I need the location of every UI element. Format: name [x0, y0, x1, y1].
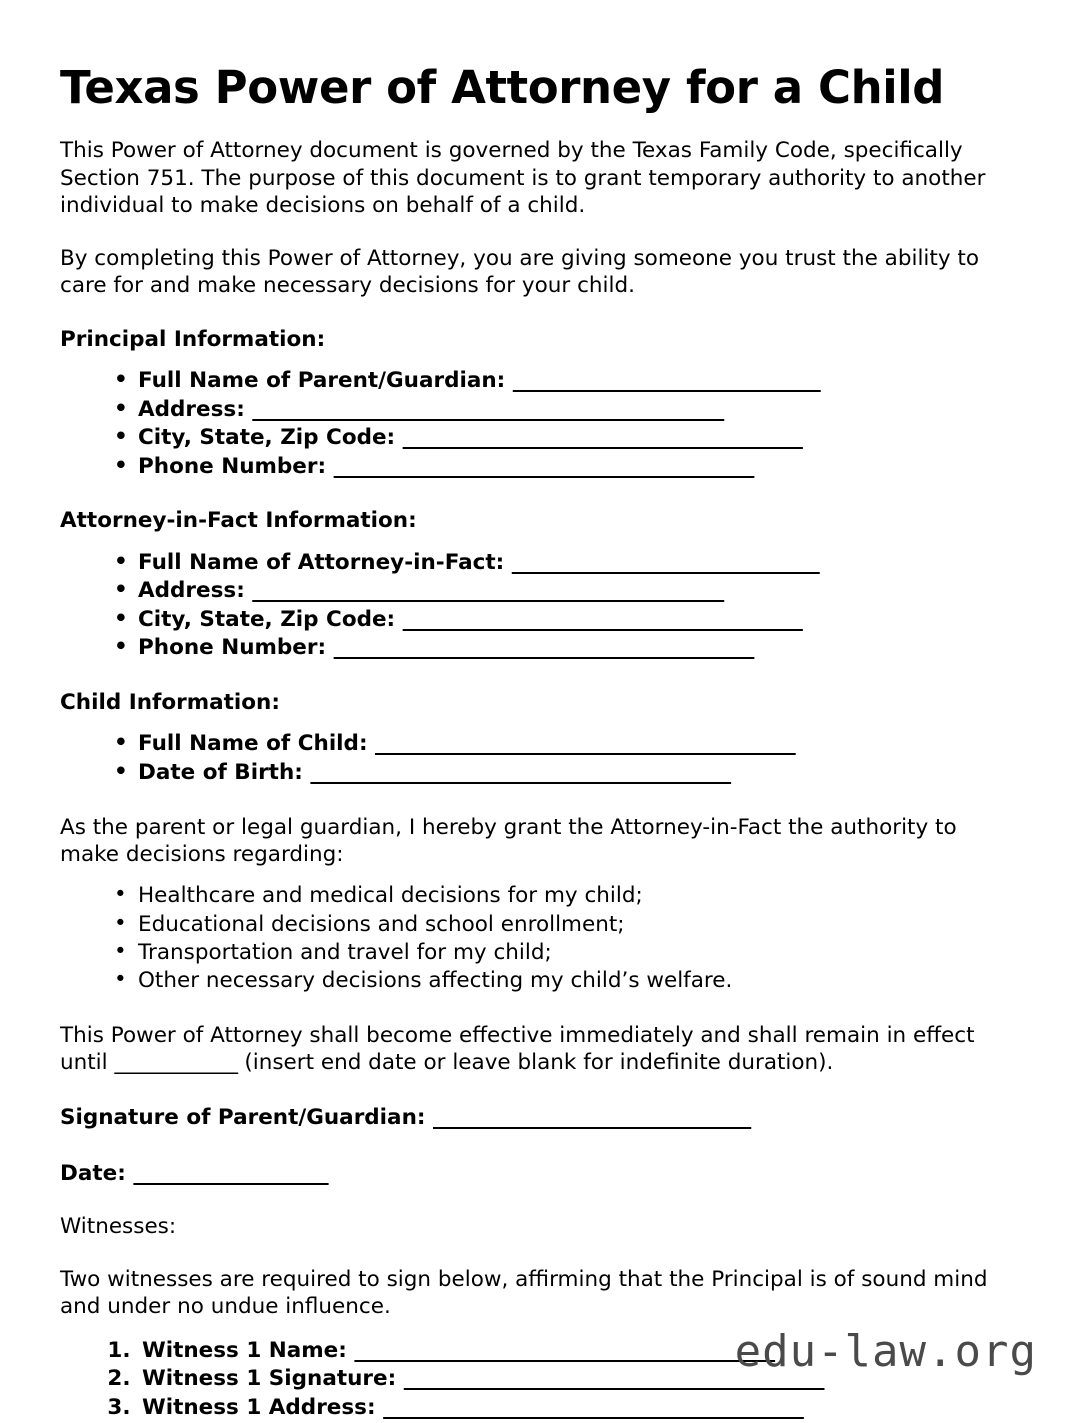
field-label: Full Name of Attorney-in-Fact: — [138, 549, 505, 575]
authority-list — [60, 868, 1015, 996]
signature-blank-line[interactable]: _______________________________ — [432, 1105, 751, 1131]
field-label: Witness 1 Name: — [142, 1337, 347, 1363]
field-label: Date of Birth: — [138, 759, 303, 785]
effective-text-after: (insert end date or leave blank for indefinite duration). — [244, 1049, 834, 1075]
field-blank-line[interactable]: _______________________________________ — [402, 425, 803, 451]
list-item: • Other necessary decisions affecting my child’s welfare. — [114, 967, 1015, 995]
field-blank-line[interactable]: ______________________________ — [512, 368, 821, 394]
list-item: • Healthcare and medical decisions for my child; — [114, 882, 1015, 910]
field-label: Phone Number: — [138, 635, 327, 661]
field-blank-line[interactable]: _________________________________________ — [383, 1394, 804, 1420]
principal-field-list — [60, 353, 1015, 481]
date-label: Date: — [60, 1160, 126, 1186]
field-blank-line[interactable]: _______________________________________ — [402, 606, 803, 632]
witnesses-paragraph: Two witnesses are required to sign below, affirming that the Principal is of sound mind and under no undue influence. — [60, 1267, 988, 1320]
field-label: Address: — [138, 578, 245, 604]
field-row — [114, 634, 1015, 663]
principal-information-heading: Principal Information: — [60, 326, 326, 352]
field-row — [114, 577, 1015, 606]
attorney-in-fact-information-heading: Attorney-in-Fact Information: — [60, 508, 417, 534]
page-title: Texas Power of Attorney for a Child — [60, 61, 945, 114]
field-label: Full Name of Parent/Guardian: — [138, 368, 506, 394]
field-blank-line[interactable]: ______________________________________________ — [252, 396, 724, 422]
field-label: Full Name of Child: — [138, 731, 368, 757]
field-blank-line[interactable]: _________________________________________ — [310, 759, 731, 785]
field-label: Address: — [138, 396, 245, 422]
field-blank-line[interactable]: _________________________________________ — [354, 1337, 775, 1363]
field-label: Witness 1 Signature: — [142, 1366, 397, 1392]
field-label: City, State, Zip Code: — [138, 425, 396, 451]
end-date-blank-line[interactable]: ____________ — [114, 1049, 238, 1075]
field-row — [114, 396, 1015, 425]
site-watermark: edu-law.org — [734, 1326, 1037, 1377]
date-row — [60, 1132, 1015, 1187]
field-blank-line[interactable]: _________________________________________ — [403, 1366, 824, 1392]
field-row — [114, 549, 1015, 578]
field-row — [114, 606, 1015, 635]
signature-row — [60, 1076, 1015, 1131]
grant-paragraph: As the parent or legal guardian, I hereby grant the Attorney-in-Fact the authority to make decisions regarding: — [60, 814, 957, 867]
field-label: Phone Number: — [138, 453, 327, 479]
child-information-heading: Child Information: — [60, 690, 280, 716]
field-blank-line[interactable]: _________________________________________ — [333, 635, 754, 661]
child-field-list — [60, 716, 1015, 787]
list-item — [138, 1394, 1015, 1423]
field-row — [114, 730, 1015, 759]
attorney-field-list — [60, 535, 1015, 663]
field-blank-line[interactable]: ______________________________ — [511, 549, 820, 575]
field-row — [114, 453, 1015, 482]
field-label: City, State, Zip Code: — [138, 606, 396, 632]
date-blank-line[interactable]: ___________________ — [133, 1160, 329, 1186]
intro-paragraph-2: By completing this Power of Attorney, you are giving someone you trust the ability to care for and make necessary decisions for your child. — [60, 246, 979, 299]
effective-text-before: This Power of Attorney shall become effective immediately and shall remain in effect until — [60, 1022, 975, 1075]
effective-paragraph — [60, 996, 1015, 1077]
field-blank-line[interactable]: _________________________________________ — [375, 731, 796, 757]
signature-label: Signature of Parent/Guardian: — [60, 1105, 426, 1131]
list-item: • Transportation and travel for my child; — [114, 939, 1015, 967]
field-row — [114, 424, 1015, 453]
field-blank-line[interactable]: ______________________________________________ — [252, 578, 724, 604]
intro-paragraph-1: This Power of Attorney document is governed by the Texas Family Code, specifically Section 751. The purpose of this document is to grant temporary authority to another individual to make decisions on behalf of a child. — [60, 138, 986, 218]
field-blank-line[interactable]: _________________________________________ — [333, 453, 754, 479]
field-row — [114, 367, 1015, 396]
witnesses-heading: Witnesses: — [60, 1213, 177, 1239]
field-row — [114, 759, 1015, 788]
field-label: Witness 1 Address: — [142, 1394, 376, 1420]
list-item: • Educational decisions and school enrollment; — [114, 911, 1015, 939]
document-body — [60, 0, 1015, 1423]
